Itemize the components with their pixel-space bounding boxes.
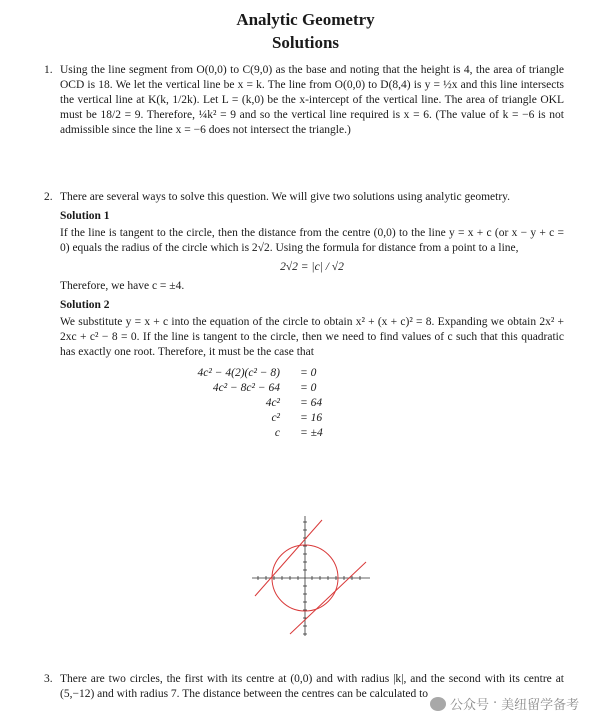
solution-3-number: 3.	[44, 673, 53, 685]
wechat-icon	[430, 697, 446, 711]
watermark: 公众号 · 美纽留学备考	[430, 694, 579, 713]
tangent-line-upper	[255, 520, 322, 596]
equation-row: c = ±4	[274, 427, 323, 439]
solution-2-sol1-text: If the line is tangent to the circle, then the distance from the centre (0,0) to the line y = x + c (or x − y + c = 0) equals the radius of the circle which is 2√2. Using the formula for distance from a point to a line,	[60, 227, 564, 254]
equation-row: 4c² − 8c² − 64 = 0	[212, 382, 317, 394]
watermark-channel: 公众号	[450, 698, 490, 713]
tangent-line-lower	[290, 562, 366, 634]
equation-row: 4c² = 64	[265, 397, 323, 409]
solution-2-heading-1: Solution 1	[60, 210, 110, 222]
solution-2-sol1-conclusion: Therefore, we have c = ±4.	[60, 280, 185, 292]
figure-axes	[252, 516, 370, 636]
solution-1-text: Using the line segment from O(0,0) to C(9,0) as the base and noting that the height is 4, the area of triangle OCD is 18. We let the vertical line be x = k. The line from O(0,0) to D(8,4) is y = ½x and this line intersects the vertical line at K(k, 1/2k). Let L = (k,0) be the x-intercept of the vertical line. The area of triangle OKL must be 18/2 = 9. Therefore, ¼k² = 9 and so the vertical line required is x = 6. (The value of k = −6 is not admissible since the line x = −6 does not intersect the triangle.)	[60, 64, 564, 136]
equation-row: 4c² − 4(2)(c² − 8) = 0	[197, 367, 317, 379]
solution-2-intro: There are several ways to solve this question. We will give two solutions using analytic geometry.	[60, 191, 511, 203]
solution-1	[44, 63, 564, 138]
tangent-lines-figure	[250, 514, 372, 638]
solution-2-heading-2: Solution 2	[60, 299, 110, 311]
distance-formula: 2√2 = |c| / √2	[280, 261, 344, 273]
equation-row: c² = 16	[271, 412, 323, 424]
solution-2-sol2-text: We substitute y = x + c into the equation of the circle to obtain x² + (x + c)² = 8. Expanding we obtain 2x² + 2xc + c² − 8 = 0. If the line is tangent to the circle, then we need to find values of c such that this quadratic has exactly one root. Therefore, it must be the case that	[60, 316, 564, 358]
watermark-name: 美纽留学备考	[501, 698, 580, 713]
solution-2-number: 2.	[44, 191, 53, 203]
equation-block	[60, 366, 564, 441]
document-title: Analytic Geometry	[236, 10, 375, 29]
document-subtitle: Solutions	[271, 33, 340, 52]
solution-2	[44, 190, 564, 441]
solution-3-text: There are two circles, the first with its centre at (0,0) and with radius |k|, and the second with its centre at (5,−12) and with radius 7. The distance between the centres can be calculated to	[60, 673, 564, 700]
solution-1-number: 1.	[44, 64, 53, 76]
